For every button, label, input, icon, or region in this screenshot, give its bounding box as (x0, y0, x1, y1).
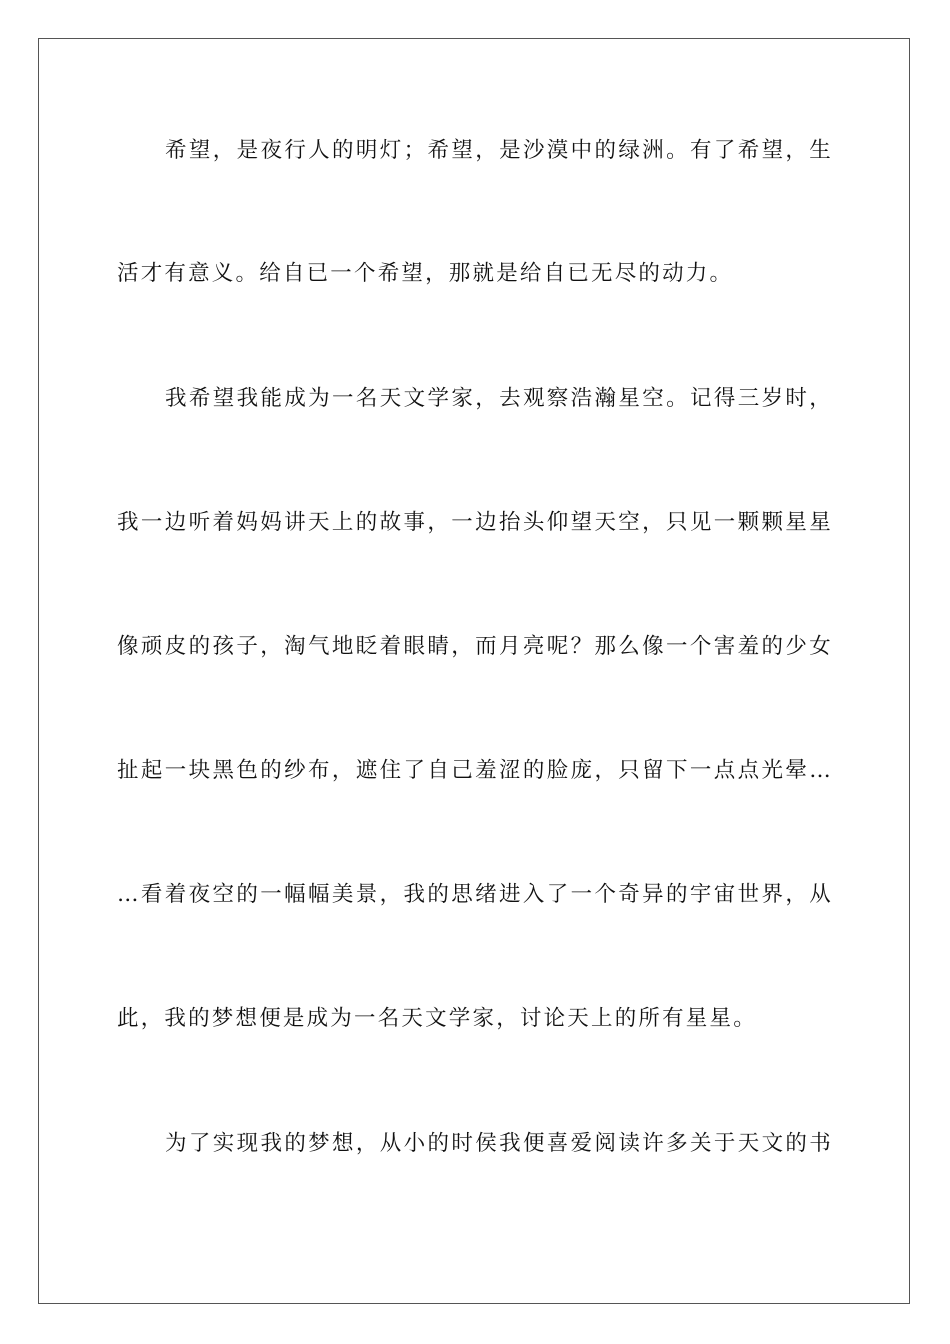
paragraph-2-line-4: 扯起一块黑色的纱布，遮住了自己羞涩的脸庞，只留下一点点光晕… (117, 758, 833, 783)
paragraph-2-line-3: 像顽皮的孩子，淘气地眨着眼睛，而月亮呢？那么像一个害羞的少女 (117, 634, 833, 659)
page-border (38, 38, 910, 1304)
paragraph-1-line-2: 活才有意义。给自已一个希望，那就是给自已无尽的动力。 (117, 261, 734, 286)
paragraph-2-line-2: 我一边听着妈妈讲天上的故事，一边抬头仰望天空，只见一颗颗星星 (117, 510, 833, 535)
paragraph-2-line-1: 我希望我能成为一名天文学家，去观察浩瀚星空。记得三岁时， (165, 386, 833, 411)
paragraph-3-line-1: 为了实现我的梦想，从小的时侯我便喜爱阅读许多关于天文的书 (165, 1131, 833, 1156)
paragraph-1-line-1: 希望，是夜行人的明灯；希望，是沙漠中的绿洲。有了希望，生 (165, 138, 833, 163)
paragraph-2-line-5: …看着夜空的一幅幅美景，我的思绪进入了一个奇异的宇宙世界，从 (117, 882, 833, 907)
paragraph-2-line-6: 此，我的梦想便是成为一名天文学家，讨论天上的所有星星。 (117, 1006, 757, 1031)
